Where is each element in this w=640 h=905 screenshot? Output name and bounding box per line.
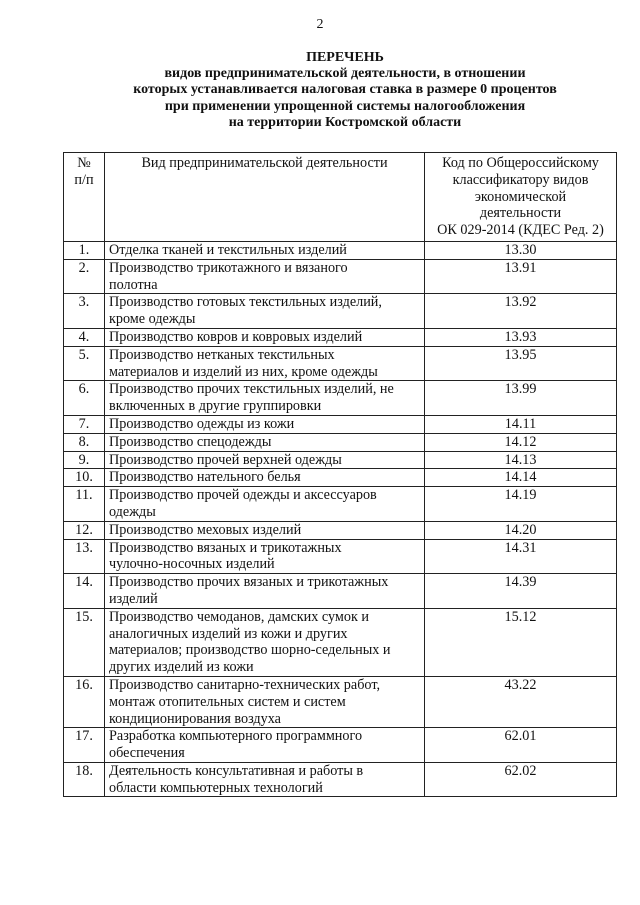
activity-line: Производство трикотажного и вязаного xyxy=(109,259,348,276)
activity-line: кроме одежды xyxy=(109,311,196,328)
header-code-line: деятельности xyxy=(479,205,562,222)
header-number-line: № xyxy=(77,155,91,171)
header-code-line: экономической xyxy=(474,188,567,205)
row-number: 11. xyxy=(64,487,105,522)
row-number: 6. xyxy=(64,381,105,416)
activity-line: Отделка тканей и текстильных изделий xyxy=(109,241,347,258)
row-number: 17. xyxy=(64,728,105,763)
table-row xyxy=(64,433,617,451)
row-number: 18. xyxy=(64,762,105,797)
heading-line: видов предпринимательской деятельности, в отношении xyxy=(164,66,526,82)
row-activity xyxy=(105,433,425,451)
row-code: 15.12 xyxy=(425,608,617,676)
activity-line: Разработка компьютерного программного xyxy=(109,728,363,745)
row-activity xyxy=(105,521,425,539)
table-row xyxy=(64,521,617,539)
row-activity xyxy=(105,451,425,469)
row-activity xyxy=(105,728,425,763)
row-number: 13. xyxy=(64,539,105,574)
table-row xyxy=(64,241,617,259)
row-code: 62.01 xyxy=(425,728,617,763)
row-number: 14. xyxy=(64,574,105,609)
row-number: 9. xyxy=(64,451,105,469)
header-code-line: ОК 029-2014 (КДЕС Ред. 2) xyxy=(437,222,604,239)
header-activity xyxy=(105,153,425,242)
activity-line: Производство прочих вязаных и трикотажных xyxy=(109,574,389,591)
row-number: 12. xyxy=(64,521,105,539)
activity-line: Производство нательного белья xyxy=(109,469,301,486)
header-code-line: классификатору видов xyxy=(452,171,589,188)
row-activity xyxy=(105,608,425,676)
row-code: 14.39 xyxy=(425,574,617,609)
activity-line: включенных в другие группировки xyxy=(109,398,322,415)
table-row xyxy=(64,728,617,763)
row-number: 4. xyxy=(64,328,105,346)
row-activity xyxy=(105,415,425,433)
row-number: 1. xyxy=(64,241,105,259)
row-number: 10. xyxy=(64,469,105,487)
row-activity xyxy=(105,381,425,416)
table-row xyxy=(64,451,617,469)
table-body xyxy=(64,241,617,797)
activity-line: Производство нетканых текстильных xyxy=(109,346,335,363)
row-number: 15. xyxy=(64,608,105,676)
row-code: 14.20 xyxy=(425,521,617,539)
header-code xyxy=(425,153,617,242)
row-code: 14.12 xyxy=(425,433,617,451)
activity-line: Производство прочих текстильных изделий, не xyxy=(109,381,394,398)
activity-line: изделий xyxy=(109,590,158,607)
activity-line: Производство ковров и ковровых изделий xyxy=(109,328,363,345)
activity-line: Производство меховых изделий xyxy=(109,521,302,538)
activity-line: Производство вязаных и трикотажных xyxy=(109,539,342,556)
table-row xyxy=(64,415,617,433)
activity-line: монтаж отопительных систем и систем xyxy=(109,693,346,710)
heading-line: которых устанавливается налоговая ставка в размере 0 процентов xyxy=(133,82,557,98)
table-row xyxy=(64,762,617,797)
heading-title: ПЕРЕЧЕНЬ xyxy=(306,50,384,65)
table-row xyxy=(64,328,617,346)
header-row xyxy=(64,153,617,242)
table-row xyxy=(64,469,617,487)
row-code: 14.14 xyxy=(425,469,617,487)
row-number: 2. xyxy=(64,259,105,294)
row-activity xyxy=(105,469,425,487)
activity-line: полотна xyxy=(109,276,158,293)
header-number-line: п/п xyxy=(74,171,94,188)
row-activity xyxy=(105,241,425,259)
row-activity xyxy=(105,346,425,381)
row-activity xyxy=(105,294,425,329)
row-code: 14.19 xyxy=(425,487,617,522)
table-row xyxy=(64,346,617,381)
row-activity xyxy=(105,539,425,574)
header-activity-label: Вид предпринимательской деятельности xyxy=(141,155,388,171)
activity-line: Деятельность консультативная и работы в xyxy=(109,762,364,779)
row-number: 7. xyxy=(64,415,105,433)
activity-line: Производство прочей одежды и аксессуаров xyxy=(109,487,377,504)
table-header xyxy=(64,153,617,242)
row-activity xyxy=(105,762,425,797)
document-heading xyxy=(60,50,630,131)
activity-line: кондиционирования воздуха xyxy=(109,710,281,727)
page-number: 2 xyxy=(316,17,324,32)
row-code: 13.99 xyxy=(425,381,617,416)
row-code: 14.31 xyxy=(425,539,617,574)
table-row xyxy=(64,608,617,676)
row-code: 13.91 xyxy=(425,259,617,294)
table-row xyxy=(64,676,617,727)
table-row xyxy=(64,381,617,416)
activities-table xyxy=(63,152,617,797)
row-number: 5. xyxy=(64,346,105,381)
activity-line: материалов и изделий из них, кроме одежды xyxy=(109,363,378,380)
row-number: 16. xyxy=(64,676,105,727)
heading-line: при применении упрощенной системы налогообложения xyxy=(164,98,526,114)
row-code: 14.13 xyxy=(425,451,617,469)
table-row xyxy=(64,574,617,609)
activity-line: Производство чемоданов, дамских сумок и xyxy=(109,608,370,625)
activity-line: других изделий из кожи xyxy=(109,659,254,676)
header-number xyxy=(64,153,105,242)
activity-line: Производство санитарно-технических работ, xyxy=(109,676,380,693)
table-row xyxy=(64,259,617,294)
heading-line: на территории Костромской области xyxy=(228,114,462,130)
row-code: 13.93 xyxy=(425,328,617,346)
row-code: 13.30 xyxy=(425,241,617,259)
header-code-line: Код по Общероссийскому xyxy=(442,155,599,171)
row-code: 43.22 xyxy=(425,676,617,727)
activity-line: обеспечения xyxy=(109,745,185,762)
row-activity xyxy=(105,676,425,727)
row-number: 8. xyxy=(64,433,105,451)
activity-line: материалов; производство шорно-седельных и xyxy=(109,642,391,659)
table-row xyxy=(64,539,617,574)
row-code: 14.11 xyxy=(425,415,617,433)
activity-line: Производство одежды из кожи xyxy=(109,415,295,432)
activity-line: аналогичных изделий из кожи и других xyxy=(109,625,348,642)
table-row xyxy=(64,294,617,329)
row-activity xyxy=(105,259,425,294)
row-number: 3. xyxy=(64,294,105,329)
row-code: 62.02 xyxy=(425,762,617,797)
activity-line: одежды xyxy=(109,503,156,520)
row-code: 13.95 xyxy=(425,346,617,381)
activity-line: чулочно-носочных изделий xyxy=(109,556,275,573)
row-code: 13.92 xyxy=(425,294,617,329)
activity-line: Производство готовых текстильных изделий, xyxy=(109,294,382,311)
row-activity xyxy=(105,574,425,609)
row-activity xyxy=(105,487,425,522)
activity-line: Производство спецодежды xyxy=(109,433,272,450)
activity-line: области компьютерных технологий xyxy=(109,779,323,796)
table-row xyxy=(64,487,617,522)
row-activity xyxy=(105,328,425,346)
activity-line: Производство прочей верхней одежды xyxy=(109,451,342,468)
